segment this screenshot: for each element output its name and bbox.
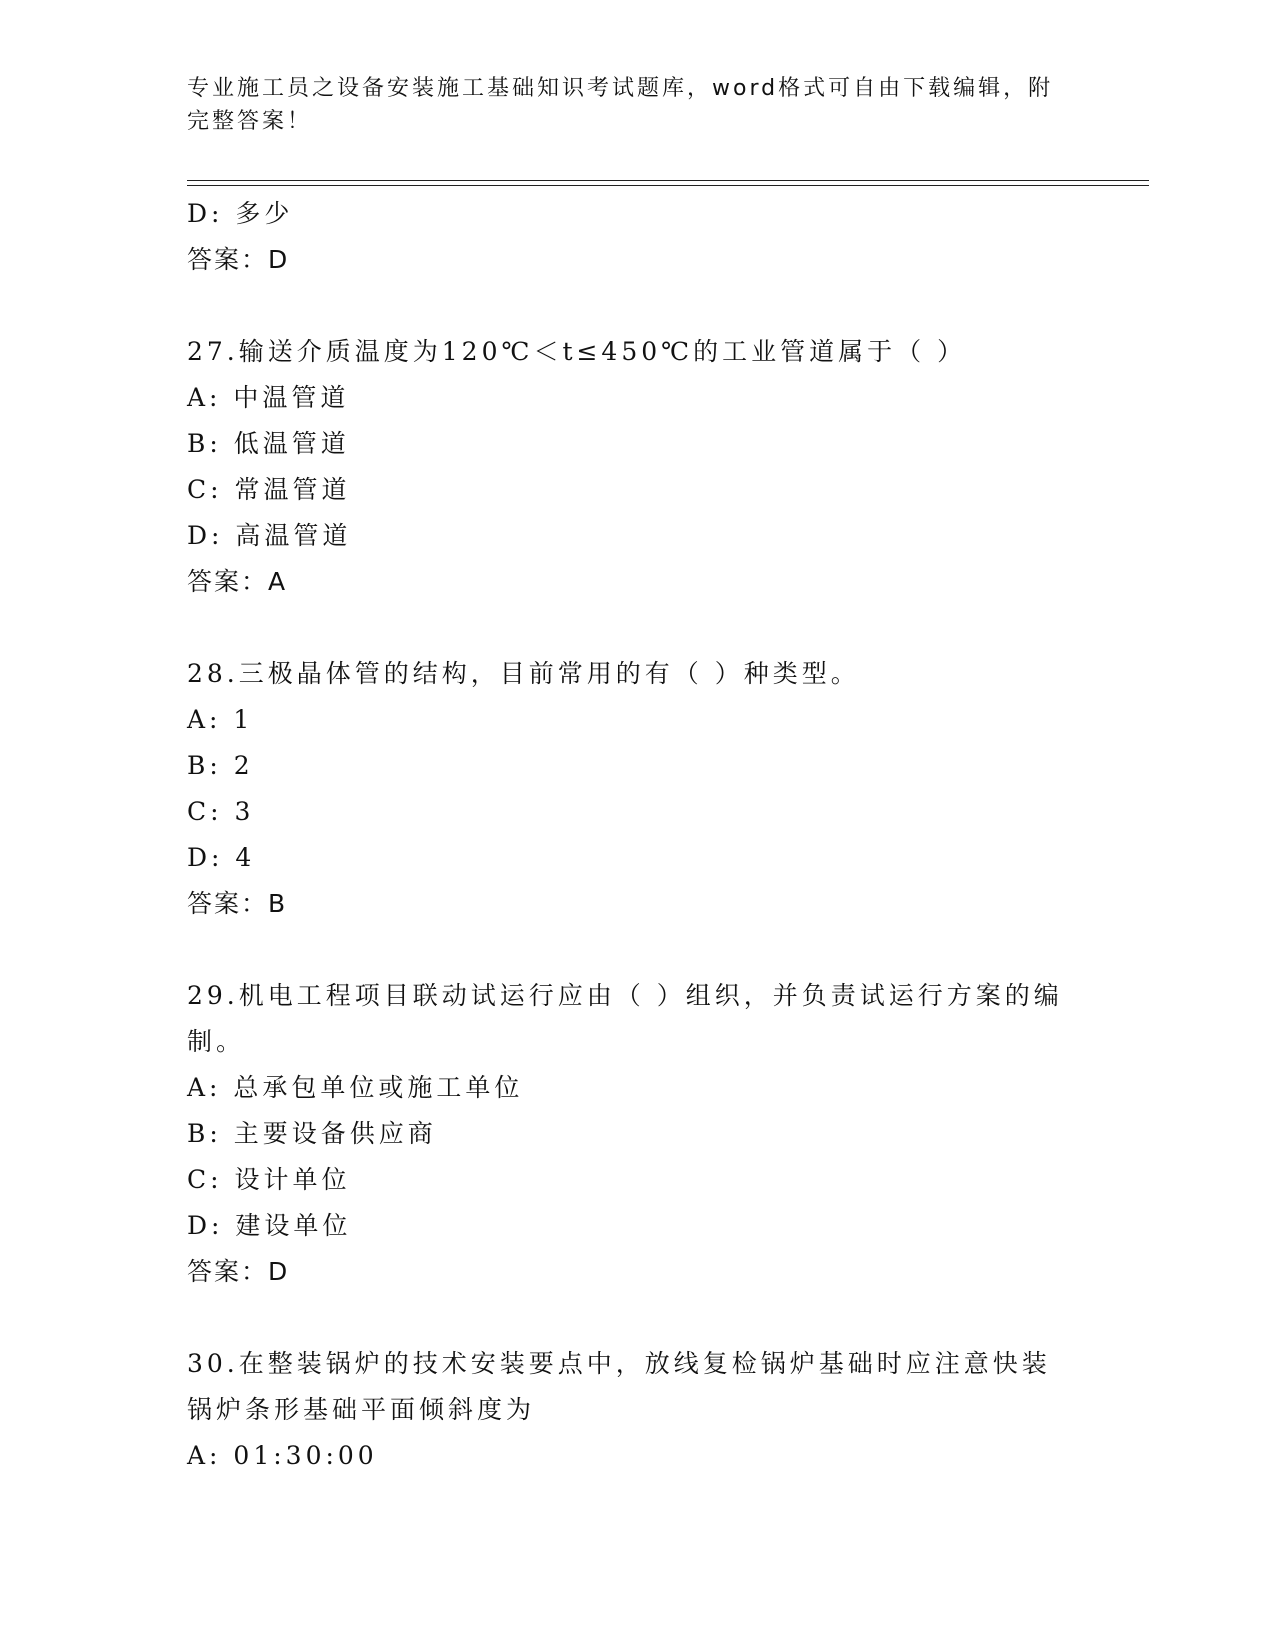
- option-b: B: 主要设备供应商: [187, 1119, 437, 1148]
- question-stem: 27.输送介质温度为120℃＜t≤450℃的工业管道属于（ ）: [187, 337, 967, 366]
- question-stem: 29.机电工程项目联动试运行应由（ ）组织，并负责试运行方案的编制。: [187, 981, 1063, 1056]
- answer: 答案：A: [187, 567, 288, 596]
- header-divider-bottom: [187, 185, 1149, 186]
- option-c: C: 常温管道: [187, 475, 351, 504]
- option-a: A: 中温管道: [187, 383, 350, 412]
- option-c: C: 3: [187, 797, 255, 826]
- header-divider-top: [187, 180, 1149, 181]
- option-d: D: 建设单位: [187, 1211, 352, 1240]
- option-d: D: 高温管道: [187, 521, 352, 550]
- answer: 答案：D: [187, 1257, 290, 1286]
- option-d: D: 4: [187, 843, 256, 872]
- option-c: C: 设计单位: [187, 1165, 351, 1194]
- option-a: A: 01:30:00: [187, 1441, 378, 1470]
- question-list: [187, 191, 1087, 1479]
- answer: 答案：D: [187, 245, 290, 274]
- answer: 答案：B: [187, 889, 288, 918]
- option-d: D: 多少: [187, 199, 294, 228]
- option-a: A: 1: [187, 705, 254, 734]
- question-stem: 28.三极晶体管的结构，目前常用的有（ ）种类型。: [187, 659, 860, 688]
- option-b: B: 低温管道: [187, 429, 350, 458]
- question-stem: 30.在整装锅炉的技术安装要点中，放线复检锅炉基础时应注意快装锅炉条形基础平面倾斜度为: [187, 1349, 1051, 1424]
- document-header: 专业施工员之设备安装施工基础知识考试题库，word格式可自由下载编辑，附完整答案！: [187, 76, 1054, 134]
- option-a: A: 总承包单位或施工单位: [187, 1073, 524, 1102]
- option-b: B: 2: [187, 751, 254, 780]
